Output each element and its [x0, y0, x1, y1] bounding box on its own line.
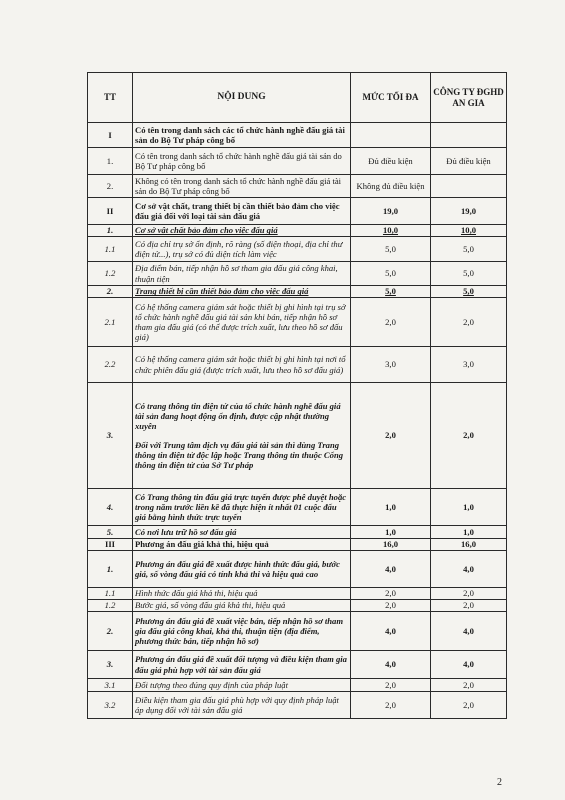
- header-company-score: CÔNG TY ĐGHD AN GIA: [431, 73, 507, 123]
- row-content: [133, 551, 351, 588]
- page-number: 2: [497, 777, 502, 788]
- row-max-score: 5,0: [351, 262, 431, 286]
- row-content-text: Điều kiện tham gia đấu giá phù hợp với quy định pháp luật áp dụng đối với tài sản đấu giá: [135, 694, 339, 715]
- row-company-score: 4,0: [431, 551, 507, 588]
- row-number: 2.: [88, 175, 133, 198]
- row-company-score: 2,0: [431, 692, 507, 719]
- table-row: [88, 692, 507, 719]
- row-company-score: 16,0: [431, 539, 507, 551]
- row-content: [133, 175, 351, 198]
- row-content: [133, 347, 351, 383]
- row-content: [133, 286, 351, 298]
- row-company-score: Đủ điều kiện: [431, 148, 507, 175]
- row-number: II: [88, 198, 133, 225]
- row-number: 2.: [88, 612, 133, 651]
- row-number: 1.1: [88, 237, 133, 262]
- row-content: [133, 651, 351, 679]
- header-content: NỘI DUNG: [133, 73, 351, 123]
- row-content-text: Có hệ thống camera giám sát hoặc thiết bị ghi hình tại nơi tổ chức phiên đấu giá (được trích xuất, lưu theo hồ sơ đấu giá): [135, 354, 346, 375]
- table-row: [88, 175, 507, 198]
- row-max-score: Không đủ điều kiện: [351, 175, 431, 198]
- table-row: [88, 298, 507, 347]
- evaluation-table: [87, 72, 507, 719]
- row-content: [133, 298, 351, 347]
- row-company-score: 2,0: [431, 588, 507, 600]
- row-content-text: Không có tên trong danh sách tổ chức hành nghề đấu giá tài sản do Bộ Tư pháp công bố: [135, 175, 342, 196]
- row-company-score: 4,0: [431, 612, 507, 651]
- row-content: [133, 600, 351, 612]
- row-company-score: 5,0: [431, 262, 507, 286]
- table-row: [88, 286, 507, 298]
- row-number: I: [88, 123, 133, 148]
- row-content-text: Phương án đấu giá khả thi, hiệu quả: [135, 539, 269, 550]
- row-max-score: Đủ điều kiện: [351, 148, 431, 175]
- row-content: [133, 198, 351, 225]
- row-content: [133, 148, 351, 175]
- row-number: 3.: [88, 651, 133, 679]
- table-row: [88, 526, 507, 539]
- row-number: 3.: [88, 383, 133, 489]
- row-content-text: Trang thiết bị cần thiết bảo đảm cho việc đấu giá: [135, 286, 309, 297]
- row-company-score: [431, 175, 507, 198]
- table-row: [88, 198, 507, 225]
- table-row: [88, 600, 507, 612]
- table-row: [88, 651, 507, 679]
- row-number: 2.1: [88, 298, 133, 347]
- row-content-text: Phương án đấu giá đề xuất việc bán, tiếp nhận hồ sơ tham gia đấu giá công khai, khả thi, thuận tiện (địa điểm, phương thức bán, tiếp nhận hồ sơ): [135, 615, 344, 647]
- row-max-score: 1,0: [351, 526, 431, 539]
- row-max-score: 2,0: [351, 588, 431, 600]
- row-content-text: Hình thức đấu giá khả thi, hiệu quả: [135, 588, 258, 599]
- row-content: [133, 612, 351, 651]
- table-row: [88, 539, 507, 551]
- row-number: 4.: [88, 489, 133, 526]
- row-content: [133, 588, 351, 600]
- row-max-score: [351, 123, 431, 148]
- row-content-text: Có nơi lưu trữ hồ sơ đấu giá: [135, 526, 237, 537]
- row-content-text: Bước giá, số vòng đấu giá khả thi, hiệu quả: [135, 600, 286, 611]
- row-content: [133, 489, 351, 526]
- row-company-score: 2,0: [431, 298, 507, 347]
- row-number: III: [88, 539, 133, 551]
- table-row: [88, 383, 507, 489]
- row-number: 3.2: [88, 692, 133, 719]
- row-content-text: Cơ sở vật chất, trang thiết bị cần thiết bảo đảm cho việc đấu giá đối với loại tài sản đấu giá: [135, 200, 340, 221]
- table-row: [88, 347, 507, 383]
- row-content-text: Có trang thông tin điện tử của tổ chức hành nghề đấu giá tài sản đang hoạt động ổn định, được cập nhật thường xuyên: [135, 400, 341, 432]
- row-company-score: 5,0: [431, 286, 507, 298]
- row-max-score: 10,0: [351, 225, 431, 237]
- row-company-score: 5,0: [431, 237, 507, 262]
- row-number: 3.1: [88, 679, 133, 692]
- row-company-score: 2,0: [431, 679, 507, 692]
- row-number: 2.: [88, 286, 133, 298]
- row-max-score: 19,0: [351, 198, 431, 225]
- row-content-text: Có Trang thông tin đấu giá trực tuyến được phê duyệt hoặc trong năm trước liền kề đã thực hiện ít nhất 01 cuộc đấu giá bằng hình thức trực tuyến: [135, 491, 347, 523]
- row-company-score: 10,0: [431, 225, 507, 237]
- row-max-score: 4,0: [351, 651, 431, 679]
- row-content-note: Đối với Trung tâm dịch vụ đấu giá tài sản thì dùng Trang thông tin điện tử độc lập hoặc Trang thông tin thuộc Cổng thông tin điện tử của Sở Tư pháp: [135, 439, 344, 470]
- row-content-text: Cơ sở vật chất bảo đảm cho việc đấu giá: [135, 225, 278, 236]
- row-max-score: 16,0: [351, 539, 431, 551]
- row-max-score: 2,0: [351, 679, 431, 692]
- row-content: [133, 692, 351, 719]
- row-number: 1.2: [88, 262, 133, 286]
- row-max-score: 4,0: [351, 612, 431, 651]
- row-company-score: 1,0: [431, 526, 507, 539]
- row-content-text: Phương án đấu giá đề xuất được hình thức đấu giá, bước giá, số vòng đấu giá có tính khả thi và hiệu quả cao: [135, 558, 340, 579]
- table-row: [88, 489, 507, 526]
- row-number: 1.2: [88, 600, 133, 612]
- row-content-text: Đối tượng theo đúng quy định của pháp luật: [135, 679, 288, 690]
- table-row: [88, 237, 507, 262]
- row-max-score: 2,0: [351, 692, 431, 719]
- row-number: 1.: [88, 148, 133, 175]
- row-content: [133, 526, 351, 539]
- row-number: 2.2: [88, 347, 133, 383]
- table-row: [88, 551, 507, 588]
- row-max-score: 5,0: [351, 237, 431, 262]
- row-max-score: 2,0: [351, 298, 431, 347]
- row-max-score: 5,0: [351, 286, 431, 298]
- table-row: [88, 262, 507, 286]
- row-content-text: Địa điểm bán, tiếp nhận hồ sơ tham gia đấu giá công khai, thuận tiện: [135, 263, 338, 284]
- row-content: [133, 123, 351, 148]
- table-row: [88, 225, 507, 237]
- row-max-score: 2,0: [351, 383, 431, 489]
- row-max-score: 2,0: [351, 600, 431, 612]
- row-company-score: 4,0: [431, 651, 507, 679]
- row-content: [133, 237, 351, 262]
- table-row: [88, 123, 507, 148]
- row-max-score: 1,0: [351, 489, 431, 526]
- row-content-text: Có tên trong danh sách các tổ chức hành nghề đấu giá tài sản do Bộ Tư pháp công bố: [135, 124, 345, 145]
- row-company-score: 2,0: [431, 600, 507, 612]
- row-content-text: Phương án đấu giá đề xuất đối tượng và điều kiện tham gia đấu giá phù hợp với tài sản đấu giá: [135, 654, 347, 675]
- row-content-text: Có địa chỉ trụ sở ổn định, rõ ràng (số điện thoại, địa chỉ thư điện tử...), trụ sở có đủ diện tích làm việc: [135, 238, 343, 259]
- row-content: [133, 679, 351, 692]
- row-number: 5.: [88, 526, 133, 539]
- table-row: [88, 612, 507, 651]
- row-max-score: 4,0: [351, 551, 431, 588]
- table-header-row: [88, 73, 507, 123]
- table-row: [88, 679, 507, 692]
- table-body: [88, 123, 507, 719]
- row-company-score: [431, 123, 507, 148]
- paragraph-gap: [135, 432, 348, 440]
- row-company-score: 3,0: [431, 347, 507, 383]
- header-max-score: MỨC TỐI ĐA: [351, 73, 431, 123]
- row-content-text: Có hệ thống camera giám sát hoặc thiết bị ghi hình tại trụ sở tổ chức hành nghề đấu giá tài sản khi bán, tiếp nhận hồ sơ tham gia đấu giá (có thể được trích xuất, lưu theo hồ sơ đấu giá): [135, 301, 346, 343]
- row-number: 1.: [88, 551, 133, 588]
- row-company-score: 2,0: [431, 383, 507, 489]
- row-content: [133, 539, 351, 551]
- row-company-score: 19,0: [431, 198, 507, 225]
- row-number: 1.1: [88, 588, 133, 600]
- row-content-text: Có tên trong danh sách tổ chức hành nghề đấu giá tài sản do Bộ Tư pháp công bố: [135, 150, 342, 171]
- row-company-score: 1,0: [431, 489, 507, 526]
- table-row: [88, 148, 507, 175]
- header-tt: TT: [88, 73, 133, 123]
- row-content: [133, 383, 351, 489]
- row-content: [133, 225, 351, 237]
- row-content: [133, 262, 351, 286]
- row-number: 1.: [88, 225, 133, 237]
- table-row: [88, 588, 507, 600]
- row-max-score: 3,0: [351, 347, 431, 383]
